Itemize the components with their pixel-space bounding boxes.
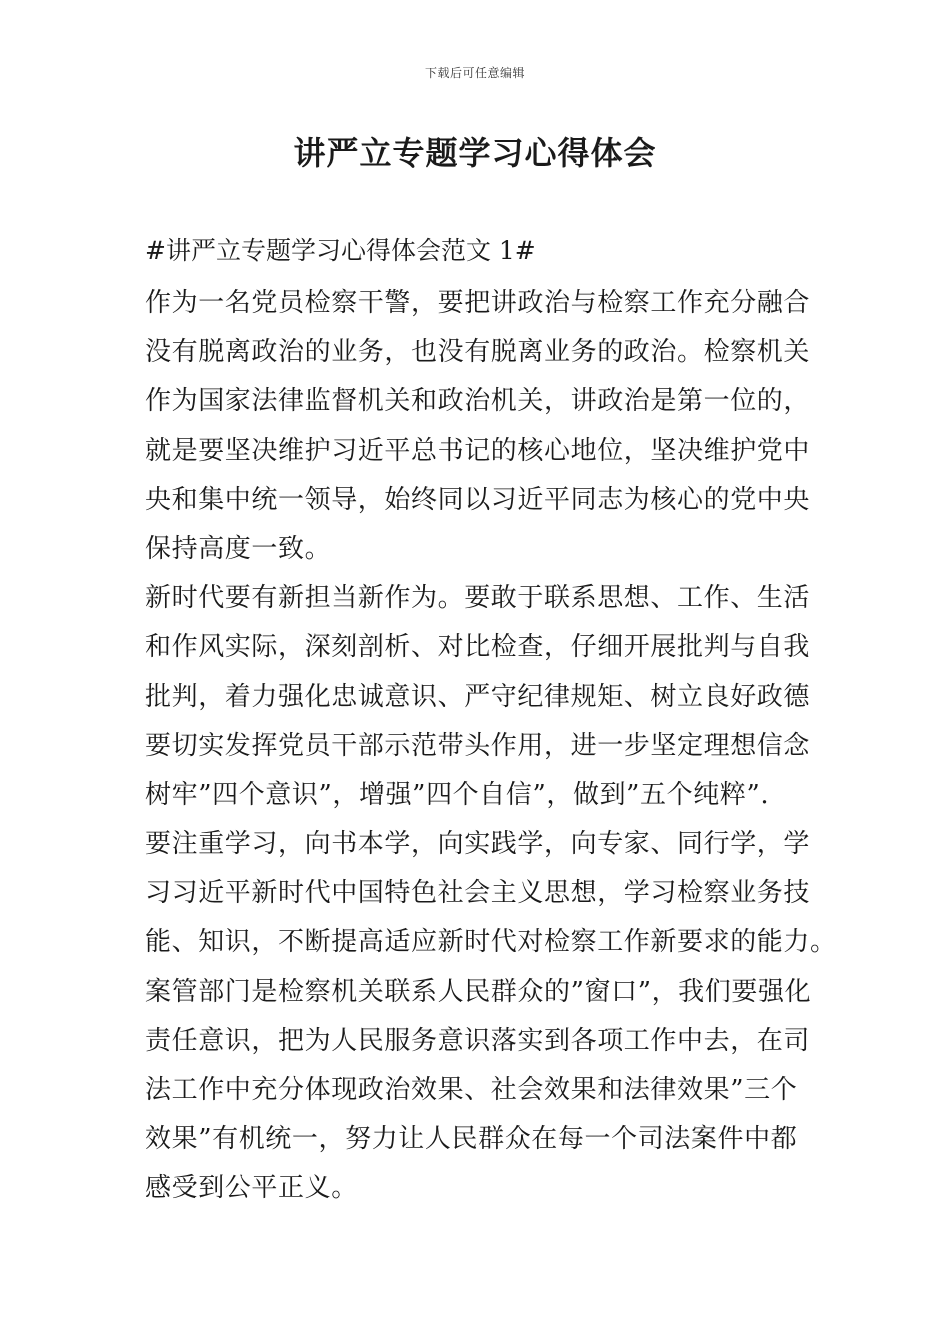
body-line: 习习近平新时代中国特色社会主义思想，学习检察业务技	[145, 878, 811, 909]
body-line: 央和集中统一领导，始终同以习近平同志为核心的党中央	[145, 484, 811, 515]
body-line: 作为国家法律监督机关和政治机关，讲政治是第一位的，	[145, 386, 811, 417]
body-line: 没有脱离政治的业务，也没有脱离业务的政治。检察机关	[145, 337, 811, 368]
body-line: 能、知识，不断提高适应新时代对检察工作新要求的能力。	[145, 927, 837, 958]
body-line: 效果”有机统一，努力让人民群众在每一个司法案件中都	[145, 1124, 798, 1155]
document-subtitle: #讲严立专题学习心得体会范文 1#	[145, 236, 536, 265]
body-line: 树牢”四个意识”，增强”四个自信”，做到”五个纯粹”.	[145, 779, 770, 810]
body-line: 就是要坚决维护习近平总书记的核心地位，坚决维护党中	[145, 435, 811, 466]
body-line: 保持高度一致。	[145, 533, 332, 564]
document-title: 讲严立专题学习心得体会	[293, 134, 657, 172]
document-body	[145, 279, 837, 1214]
body-line: 和作风实际，深刻剖析、对比检查，仔细开展批判与自我	[145, 632, 811, 663]
body-line: 责任意识，把为人民服务意识落实到各项工作中去，在司	[145, 1025, 811, 1056]
body-line: 要注重学习，向书本学，向实践学，向专家、同行学，学	[145, 829, 811, 860]
body-line: 要切实发挥党员干部示范带头作用，进一步坚定理想信念	[145, 730, 811, 761]
body-line: 批判，着力强化忠诚意识、严守纪律规矩、树立良好政德	[145, 681, 811, 712]
body-line: 作为一名党员检察干警，要把讲政治与检察工作充分融合	[145, 288, 811, 318]
header-note: 下载后可任意编辑	[424, 66, 525, 80]
body-line: 感受到公平正义。	[145, 1173, 358, 1204]
body-line: 案管部门是检察机关联系人民群众的”窗口”，我们要强化	[145, 976, 812, 1007]
body-line: 新时代要有新担当新作为。要敢于联系思想、工作、生活	[145, 583, 811, 614]
body-line: 法工作中充分体现政治效果、社会效果和法律效果”三个	[145, 1075, 798, 1105]
